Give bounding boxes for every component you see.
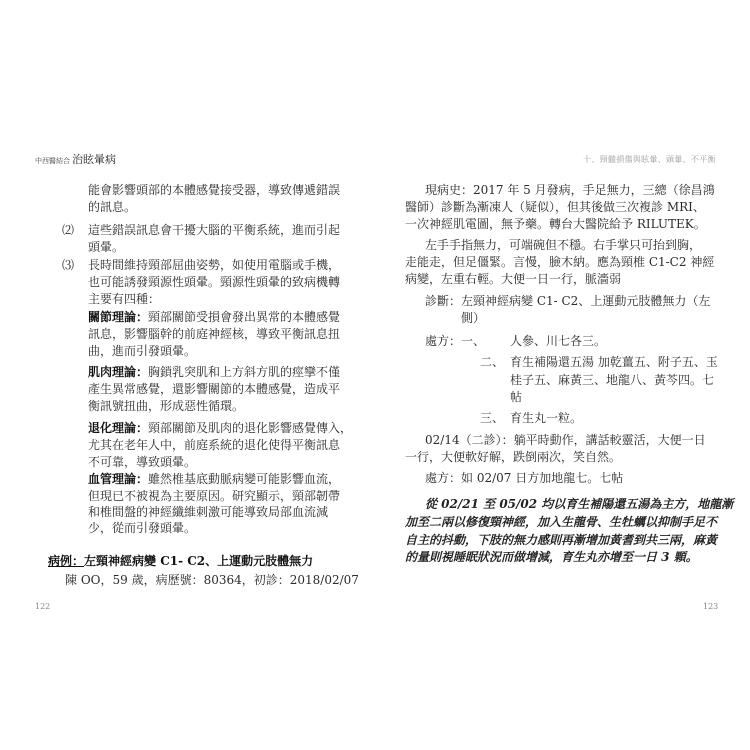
prescription-number: 一、 [461,334,486,348]
theory-term: 血管理論： [88,472,149,486]
prescription-line: 育生補陽還五湯 加乾薑五、附子五、玉 [510,355,718,369]
theory-line: 但現已不被視為主要原因。研究顯示，頸部韌帶 [88,489,341,503]
page-number-right: 123 [703,602,719,611]
history-line: 醫師）診斷為漸凍人（疑似），但其後做三次複診 MRI、 [405,200,705,214]
list-marker: ⑶ [62,258,75,272]
symptom-line: 病變，左重右輕。大便一日一行，脈濇弱 [405,272,622,286]
symptom-line: 走能走，但足僵緊。言慢，臉木納。應為頸椎 C1-C2 神經 [405,255,715,269]
prescription-line: 人參、川七各三。 [510,334,607,348]
summary-line: 加至二兩以修復頸神經，加入生龍骨、生牡蠣以抑制手足不 [405,515,718,529]
theory-line: 不可靠，導致頭暈。 [88,455,197,469]
theory-text: 頸部關節受損會發出異常的本體感覺 [148,310,341,324]
running-head-title: 治眩暈病 [72,153,116,166]
theory-line: 尤其在老年人中，前庭系統的退化使得平衡訊息 [88,438,341,452]
list-marker: ⑵ [62,223,75,237]
prescription-number: 三、 [480,411,505,425]
symptom-line: 左手手指無力，可端碗但不穩。右手掌只可抬到胸， [425,238,702,252]
theory-text: 雖然椎基底動脈病變可能影響血流， [148,472,341,486]
followup-line: 02/14（二診）：躺平時動作，講話較靈活，大便一日 [425,433,706,447]
theory-line: 產生異常感覺，還影響關節的本體感覺，造成平 [88,382,341,396]
followup-line: 一行，大便軟好解，跌倒兩次，笑自然。 [405,450,622,464]
prescription-label: 處方： [425,334,462,348]
list-item-line: 長時間維持頸部屈曲姿勢，如使用電腦或手機， [88,258,341,272]
case-patient-info: 陳 OO，59 歲，病歷號：80364，初診：2018/02/07 [65,573,359,587]
prescription-line: 帖 [510,390,523,404]
theory-line: 訊息，影響腦幹的前庭神經核，導致平衡訊息扭 [88,327,341,341]
running-head-right: 十、頸髓損傷與眩暈、頭暈、不平衡 [583,155,716,164]
theory-line: 曲，進而引發頭暈。 [88,344,197,358]
right-page [375,0,750,750]
list-item-line: 也可能誘發頸源性頭暈。頸源性頭暈的致病機轉 [88,275,341,289]
case-label: 病例： [48,554,85,568]
list-item-line: 頭暈。 [88,240,125,254]
theory-term: 肌肉理論： [88,365,149,379]
summary-line: 的量則視睡眠狀況而做增減，育生丸亦增至一日 3 顆。 [405,550,698,564]
history-line: 現病史：2017 年 5 月發病，手足無力，三總（徐昌鴻 [425,183,715,197]
theory-line: 少，從而引發頭暈。 [88,521,197,535]
list-item-line: 主要有四種： [88,292,161,306]
theory-line [88,309,340,326]
theory-term: 關節理論： [88,310,149,324]
theory-line [88,420,352,437]
diagnosis-line: 診斷：左頸神經病變 C1- C2、上運動元肢體無力（左 [425,294,711,308]
summary-line: 從 02/21 至 05/02 均以育生補陽還五湯為主方，地龍漸 [425,497,734,511]
diagnosis-line: 側） [461,311,486,325]
history-line: 一次神經肌電圖，無予藥。轉台大醫院給予 RILUTEK。 [405,217,706,231]
followup-prescription: 處方：如 02/07 日方加地龍七。七帖 [425,471,624,485]
theory-text: 胸鎖乳突肌和上方斜方肌的痙攣不僅 [148,365,341,379]
theory-line [88,471,340,488]
running-head-left [35,151,116,168]
body-line: 的訊息。 [88,200,137,214]
running-head-series: 中西醫結合 [35,157,70,165]
theory-line: 衡訊號扭曲，形成惡性循環。 [88,399,245,413]
body-line: 能會影響頭部的本體感覺接受器，導致傳遞錯誤 [88,183,341,197]
prescription-line: 桂子五、麻黃三、地龍八、黃芩四。七 [510,373,715,387]
theory-term: 退化理論： [88,421,149,435]
theory-line: 和椎間盤的神經纖維刺激可能導致局部血流減 [88,505,329,519]
theory-text: 頸部關節及肌肉的退化影響感覺傳入， [148,421,353,435]
list-item-line: 這些錯誤訊息會干擾大腦的平衡系統，進而引起 [88,223,341,237]
case-title: 左頸神經病變 C1- C2、上運動元肢體無力 [84,554,314,568]
summary-line: 自主的抖動，下肢的無力感則再漸增加黃耆到共三兩，麻黃 [405,533,718,547]
prescription-line: 育生丸一粒。 [510,411,583,425]
theory-line [88,364,340,381]
case-heading [48,553,313,570]
prescription-number: 二、 [480,355,505,369]
page-number-left: 122 [35,602,51,611]
